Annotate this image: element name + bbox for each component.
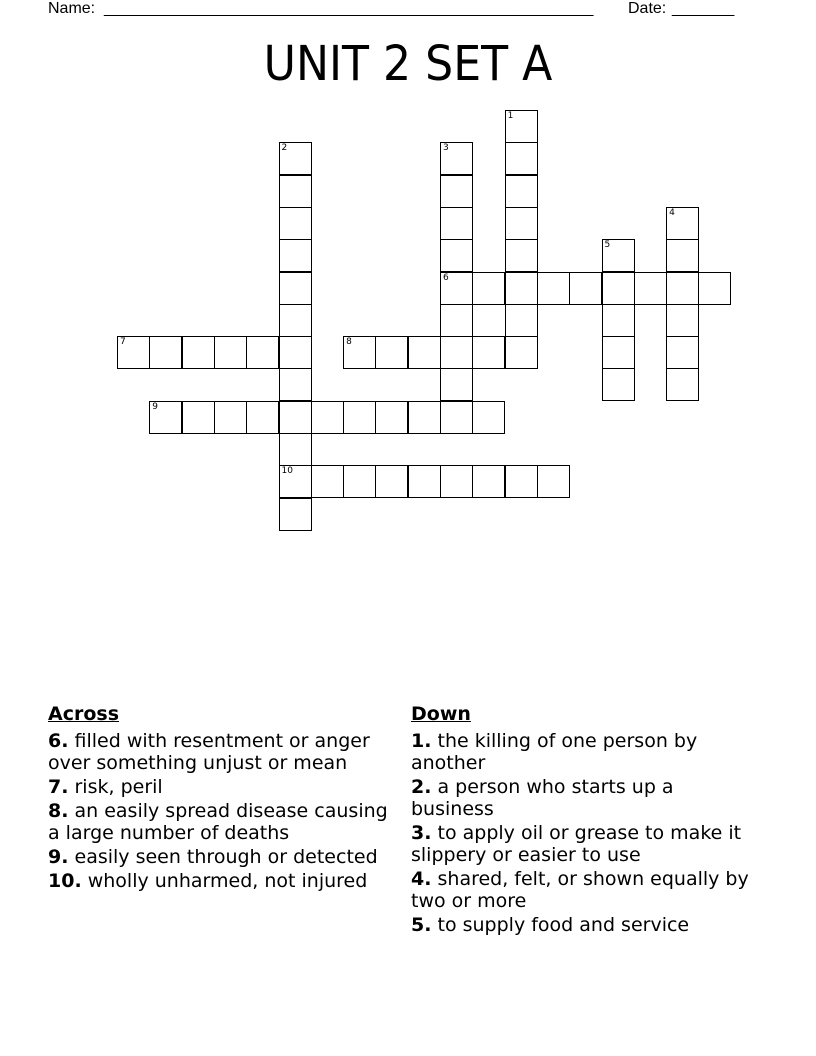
- down-clue: 4. shared, felt, or shown equally by two or more: [411, 868, 749, 912]
- name-label: Name:: [48, 0, 96, 17]
- crossword-cell[interactable]: [149, 401, 182, 434]
- crossword-cell[interactable]: [537, 272, 570, 305]
- crossword-cell[interactable]: [440, 207, 473, 240]
- clue-number: 2: [281, 143, 288, 154]
- crossword-cell[interactable]: [279, 272, 312, 305]
- crossword-cell[interactable]: [117, 336, 150, 369]
- clue-number: 5: [604, 240, 611, 251]
- page-title: UNIT 2 SET A: [263, 36, 553, 92]
- crossword-cell[interactable]: [408, 465, 441, 498]
- crossword-cell[interactable]: [602, 304, 635, 337]
- crossword-cell[interactable]: [343, 465, 376, 498]
- clue-number: 3: [443, 143, 449, 154]
- crossword-cell[interactable]: [666, 207, 699, 240]
- down-heading: Down: [411, 703, 471, 725]
- crossword-cell[interactable]: [505, 175, 538, 208]
- crossword-cell[interactable]: [311, 401, 344, 434]
- crossword-cell[interactable]: [505, 336, 538, 369]
- crossword-cell[interactable]: [182, 336, 215, 369]
- clue-number: 7: [120, 337, 126, 348]
- crossword-cell[interactable]: [569, 272, 602, 305]
- down-clue: 3. to apply oil or grease to make it slippery or easier to use: [411, 822, 742, 866]
- crossword-cell[interactable]: [279, 433, 312, 466]
- date-blank-line[interactable]: _______: [672, 0, 735, 17]
- crossword-cell[interactable]: [440, 401, 473, 434]
- across-clue: 10. wholly unharmed, not injured: [48, 870, 368, 892]
- crossword-cell[interactable]: [666, 239, 699, 272]
- crossword-cell[interactable]: [505, 207, 538, 240]
- across-clue: 8. an easily spread disease causing a large number of deaths: [48, 800, 388, 844]
- across-clue: 6. filled with resentment or anger over something unjust or mean: [48, 730, 370, 774]
- crossword-cell[interactable]: [666, 304, 699, 337]
- clue-number: 10: [281, 466, 293, 477]
- crossword-cell[interactable]: [214, 401, 247, 434]
- crossword-cell[interactable]: [279, 368, 312, 401]
- crossword-cell[interactable]: [279, 401, 312, 434]
- crossword-cell[interactable]: [602, 336, 635, 369]
- crossword-cell[interactable]: [149, 336, 182, 369]
- crossword-cell[interactable]: [279, 336, 312, 369]
- crossword-cell[interactable]: [472, 465, 505, 498]
- crossword-cell[interactable]: [440, 142, 473, 175]
- crossword-cell[interactable]: [505, 142, 538, 175]
- crossword-cell[interactable]: [279, 239, 312, 272]
- crossword-cell[interactable]: [279, 304, 312, 337]
- clue-number: 1: [507, 111, 514, 121]
- crossword-cell[interactable]: [375, 465, 408, 498]
- crossword-cell[interactable]: [440, 465, 473, 498]
- crossword-cell[interactable]: [505, 110, 538, 143]
- crossword-cell[interactable]: [440, 336, 473, 369]
- crossword-cell[interactable]: [698, 272, 731, 305]
- crossword-cell[interactable]: [634, 272, 667, 305]
- crossword-cell[interactable]: [343, 336, 376, 369]
- crossword-cell[interactable]: [440, 239, 473, 272]
- crossword-cell[interactable]: [602, 272, 635, 305]
- crossword-cell[interactable]: [505, 239, 538, 272]
- crossword-cell[interactable]: [440, 304, 473, 337]
- crossword-cell[interactable]: [666, 368, 699, 401]
- crossword-cell[interactable]: [666, 272, 699, 305]
- crossword-cell[interactable]: [375, 336, 408, 369]
- crossword-cell[interactable]: [279, 175, 312, 208]
- crossword-cell[interactable]: [440, 368, 473, 401]
- crossword-cell[interactable]: [472, 272, 505, 305]
- crossword-cell[interactable]: [279, 207, 312, 240]
- clue-number: 4: [669, 207, 675, 218]
- crossword-cell[interactable]: [246, 336, 279, 369]
- down-clue: 1. the killing of one person by another: [411, 730, 698, 774]
- crossword-cell[interactable]: [472, 401, 505, 434]
- down-clues: [411, 702, 756, 938]
- crossword-cell[interactable]: [279, 142, 312, 175]
- date-label: Date:: [628, 0, 667, 17]
- crossword-cell[interactable]: [505, 304, 538, 337]
- crossword-cell[interactable]: [182, 401, 215, 434]
- crossword-cell[interactable]: [537, 465, 570, 498]
- down-clue: 5. to supply food and service: [411, 914, 690, 936]
- crossword-cell[interactable]: [408, 401, 441, 434]
- crossword-cell[interactable]: [505, 272, 538, 305]
- clue-number: 8: [346, 337, 352, 348]
- crossword-cell[interactable]: [279, 498, 312, 531]
- down-clue: 2. a person who starts up a business: [411, 776, 674, 820]
- crossword-cell[interactable]: [602, 368, 635, 401]
- across-heading: Across: [48, 703, 120, 725]
- crossword-cell[interactable]: [666, 336, 699, 369]
- crossword-cell[interactable]: [440, 175, 473, 208]
- clue-number: 6: [443, 272, 449, 283]
- crossword-cell[interactable]: [375, 401, 408, 434]
- crossword-cell[interactable]: [279, 465, 312, 498]
- crossword-cell[interactable]: [472, 336, 505, 369]
- crossword-cell[interactable]: [311, 465, 344, 498]
- crossword-cell[interactable]: [408, 336, 441, 369]
- crossword-cell[interactable]: [214, 336, 247, 369]
- across-clue: 9. easily seen through or detected: [48, 846, 378, 868]
- across-clue: 7. risk, peril: [48, 776, 163, 798]
- name-blank-line[interactable]: _______________________________________________________: [104, 0, 594, 17]
- crossword-cell[interactable]: [602, 239, 635, 272]
- crossword-cell[interactable]: [440, 272, 473, 305]
- clue-number: 9: [152, 401, 159, 412]
- across-clues: [48, 702, 398, 894]
- crossword-cell[interactable]: [343, 401, 376, 434]
- crossword-cell[interactable]: [505, 465, 538, 498]
- crossword-cell[interactable]: [246, 401, 279, 434]
